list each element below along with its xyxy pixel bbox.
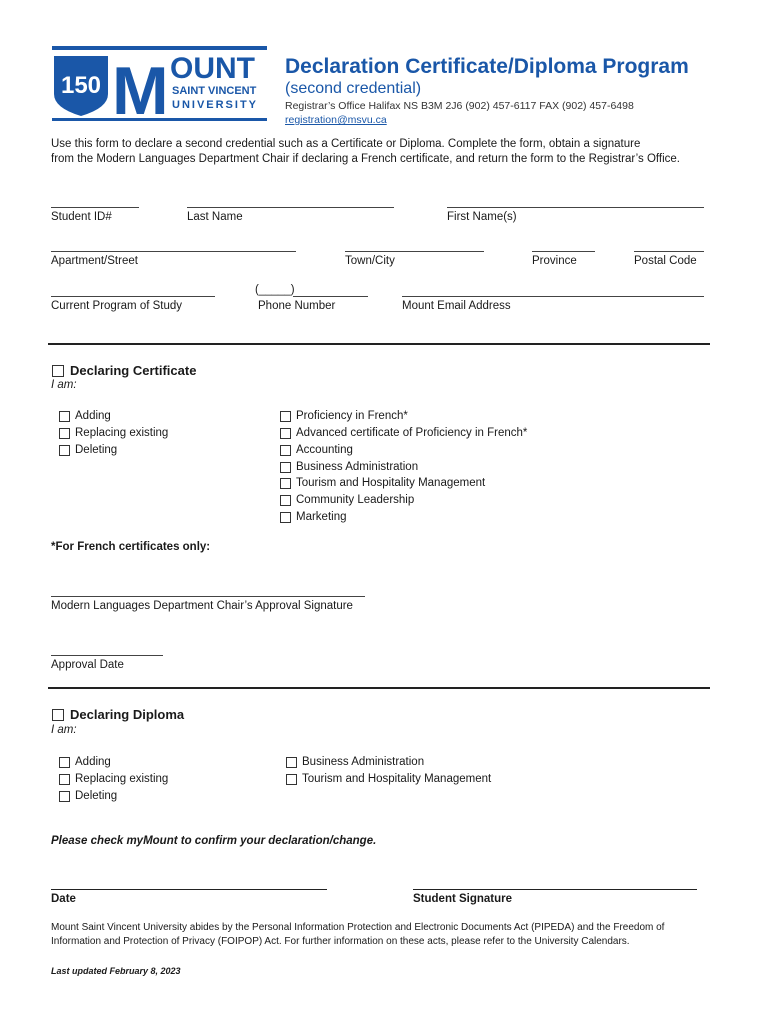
page-subtitle: (second credential) [285,80,422,97]
page-title: Declaration Certificate/Diploma Program [285,55,689,78]
declaring-certificate-label: Declaring Certificate [70,363,197,378]
diploma-action-deleting[interactable]: Deleting [59,790,117,802]
cert-option-proficiency-french[interactable]: Proficiency in French* [280,410,408,422]
checkbox[interactable] [280,428,291,439]
checkbox[interactable] [59,757,70,768]
declaring-diploma-checkbox[interactable] [52,709,64,721]
cert-option-tourism[interactable]: Tourism and Hospitality Management [280,477,485,489]
university-logo [52,46,267,122]
last-name-field[interactable] [187,207,394,208]
student-signature-label: Student Signature [413,893,513,905]
chair-signature-label: Modern Languages Department Chair’s Approval Signature [51,600,353,612]
divider [48,687,710,689]
cert-option-community-leadership[interactable]: Community Leadership [280,494,414,506]
diploma-option-business-admin[interactable]: Business Administration [286,756,424,768]
town-label: Town/City [345,255,395,267]
date-label: Date [51,893,76,905]
logo-big-m: M [112,53,169,122]
first-names-field[interactable] [447,207,704,208]
student-id-label: Student ID# [51,211,112,223]
checkbox[interactable] [280,478,291,489]
declaring-certificate-heading [52,363,196,378]
last-updated: Last updated February 8, 2023 [51,966,181,976]
declaring-diploma-label: Declaring Diploma [70,707,185,722]
checkbox[interactable] [59,428,70,439]
checkbox[interactable] [280,462,291,473]
apartment-label: Apartment/Street [51,255,138,267]
student-signature-field[interactable] [413,889,697,890]
logo-150: 150 [60,72,102,99]
postal-label: Postal Code [634,255,697,267]
approval-date-label: Approval Date [51,659,124,671]
approval-date-field[interactable] [51,655,163,656]
diploma-action-replacing[interactable]: Replacing existing [59,773,168,785]
mount-email-field[interactable] [402,296,704,297]
town-field[interactable] [345,251,484,252]
cert-option-marketing[interactable]: Marketing [280,511,347,523]
phone-label: Phone Number [258,300,336,312]
checkbox[interactable] [286,757,297,768]
checkbox[interactable] [286,774,297,785]
cert-option-business-admin[interactable]: Business Administration [280,461,418,473]
checkbox[interactable] [59,411,70,422]
postal-field[interactable] [634,251,704,252]
checkbox[interactable] [59,774,70,785]
cert-option-accounting[interactable]: Accounting [280,444,353,456]
checkbox[interactable] [280,495,291,506]
program-field[interactable] [51,296,215,297]
checkbox[interactable] [280,445,291,456]
phone-field[interactable] [293,296,368,297]
privacy-line-2: Information and Protection of Privacy (FOIPOP) Act. For further information on these acts, please refer to the University Calendars. [51,936,630,947]
french-note: *For French certificates only: [51,541,211,553]
first-names-label: First Name(s) [447,211,517,223]
province-field[interactable] [532,251,595,252]
declaring-diploma-heading [52,707,184,722]
registrar-contact: Registrar’s Office Halifax NS B3M 2J6 (902) 457-6117 FAX (902) 457-6498 [285,100,634,112]
declaring-certificate-checkbox[interactable] [52,365,64,377]
province-label: Province [532,255,577,267]
checkbox[interactable] [59,445,70,456]
chair-signature-field[interactable] [51,596,365,597]
program-label: Current Program of Study [51,300,183,312]
intro-line-1: Use this form to declare a second credential such as a Certificate or Diploma. Complete the form, obtain a signature [51,138,641,150]
diploma-action-adding[interactable]: Adding [59,756,111,768]
apartment-field[interactable] [51,251,296,252]
cert-action-adding[interactable]: Adding [59,410,111,422]
mount-email-label: Mount Email Address [402,300,511,312]
student-id-field[interactable] [51,207,139,208]
diploma-iam-label: I am: [51,724,77,736]
msvu-logo-graphic [52,46,267,122]
date-field[interactable] [51,889,327,890]
checkbox[interactable] [280,411,291,422]
privacy-line-1: Mount Saint Vincent University abides by the Personal Information Protection and Electronic Documents Act (PIPEDA) and the Freedom of [51,922,665,933]
checkbox[interactable] [280,512,291,523]
cert-option-advanced-french[interactable]: Advanced certificate of Proficiency in French* [280,427,527,439]
intro-line-2: from the Modern Languages Department Chair if declaring a French certificate, and return the form to the Registrar’s Office. [51,153,680,165]
check-mymount-note: Please check myMount to confirm your declaration/change. [51,835,377,847]
checkbox[interactable] [59,791,70,802]
registrar-email-link[interactable]: registration@msvu.ca [285,114,387,126]
last-name-label: Last Name [187,211,243,223]
phone-area-code: (_____) [255,284,295,296]
logo-ount: OUNT [170,52,255,85]
cert-action-deleting[interactable]: Deleting [59,444,117,456]
divider [48,343,710,345]
diploma-option-tourism[interactable]: Tourism and Hospitality Management [286,773,491,785]
cert-iam-label: I am: [51,379,77,391]
logo-saint-vincent: SAINT VINCENT [172,85,257,97]
logo-university: UNIVERSITY [172,99,259,111]
cert-action-replacing[interactable]: Replacing existing [59,427,168,439]
